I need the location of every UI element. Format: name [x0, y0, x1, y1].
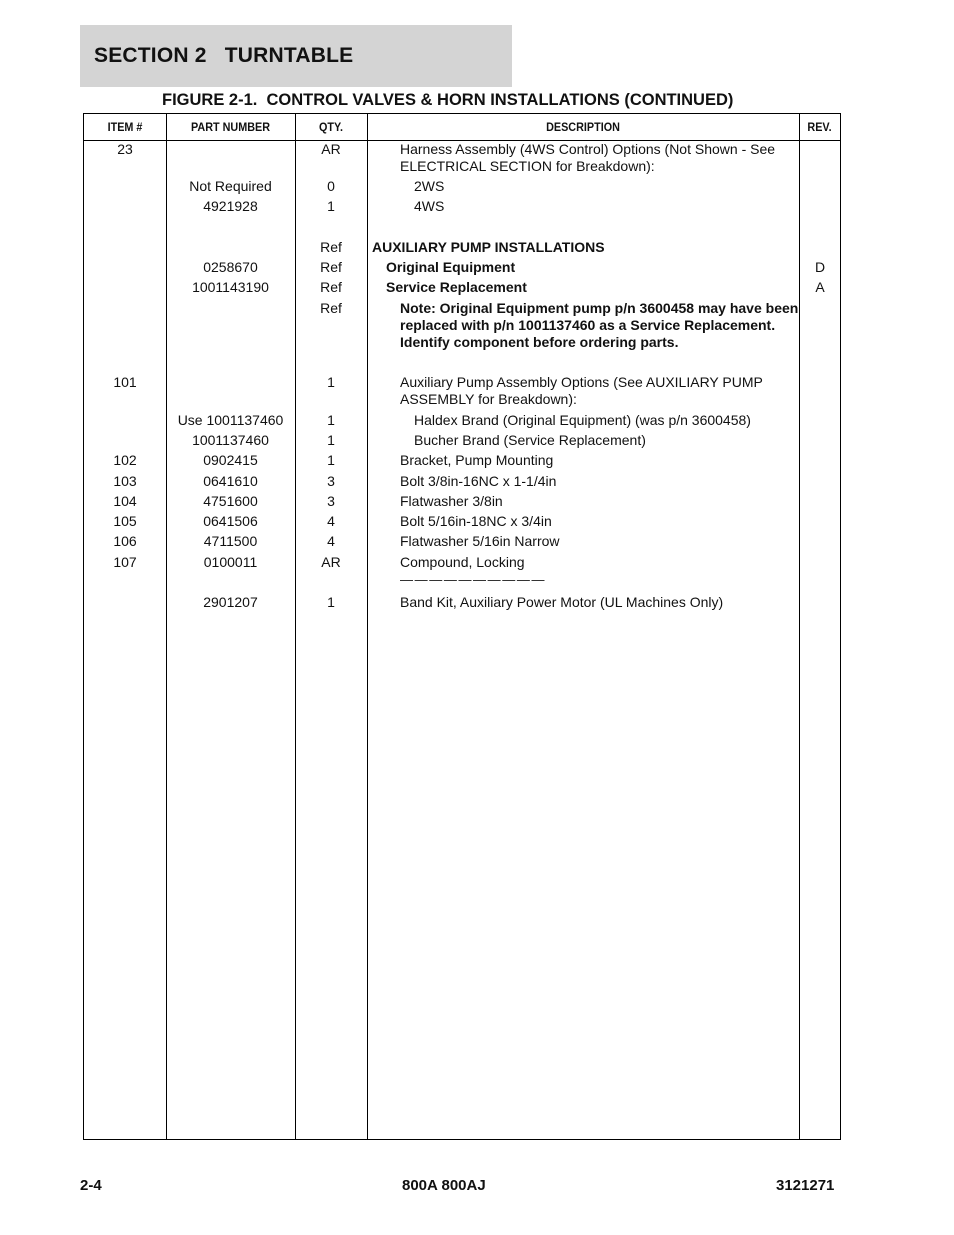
- description: Haldex Brand (Original Equipment) (was p/n 3600458): [414, 412, 751, 428]
- description: Bolt 5/16in-18NC x 3/4in: [400, 513, 552, 529]
- quantity: 1: [327, 374, 335, 390]
- header-qty: QTY.: [318, 120, 343, 134]
- description: Flatwasher 3/8in: [400, 493, 503, 509]
- quantity: AR: [321, 141, 341, 157]
- description: Band Kit, Auxiliary Power Motor (UL Machines Only): [400, 594, 724, 610]
- part-number: 2901207: [203, 594, 258, 610]
- item-number: 23: [117, 141, 133, 157]
- description: Bracket, Pump Mounting: [400, 452, 554, 468]
- manual-number: 3121271: [776, 1177, 835, 1194]
- quantity: Ref: [320, 279, 342, 295]
- separator-line: — — — — — — — — — —: [400, 572, 544, 587]
- part-number: Use 1001137460: [177, 412, 284, 428]
- part-number: 4751600: [203, 493, 258, 509]
- part-number: 0902415: [203, 452, 258, 468]
- part-number: 4711500: [203, 533, 258, 549]
- quantity: 3: [327, 493, 335, 509]
- part-number: 0641506: [203, 513, 258, 529]
- description: Service Replacement: [386, 279, 527, 295]
- quantity: 1: [327, 432, 335, 448]
- quantity: 0: [327, 178, 335, 194]
- description: Auxiliary Pump Assembly Options (See AUXILIARY PUMP ASSEMBLY for Breakdown):: [400, 374, 763, 407]
- parts-table: [83, 113, 841, 1140]
- quantity: 4: [327, 533, 335, 549]
- description: Compound, Locking: [400, 554, 525, 570]
- part-number: 4921928: [203, 198, 258, 214]
- description: Bolt 3/8in-16NC x 1-1/4in: [400, 473, 557, 489]
- item-number: 105: [113, 513, 137, 529]
- header-item: ITEM #: [107, 120, 143, 134]
- item-number: 106: [113, 533, 137, 549]
- description: Flatwasher 5/16in Narrow: [400, 533, 560, 549]
- description: Harness Assembly (4WS Control) Options (Not Shown - See ELECTRICAL SECTION for Breakdown):: [400, 141, 776, 174]
- quantity: AR: [321, 554, 341, 570]
- note-text: Note: Original Equipment pump p/n 3600458 may have been replaced with p/n 1001137460 as a Service Replacement. Identify component before ordering parts.: [400, 300, 799, 350]
- quantity: 4: [327, 513, 335, 529]
- header-rev: REV.: [807, 120, 832, 134]
- quantity: 1: [327, 452, 335, 468]
- model-number: 800A 800AJ: [402, 1177, 486, 1194]
- quantity: Ref: [320, 300, 342, 316]
- revision: D: [814, 259, 826, 275]
- part-number: 1001137460: [192, 432, 269, 448]
- description: 2WS: [414, 178, 445, 194]
- item-number: 104: [113, 493, 137, 509]
- part-number: 0100011: [203, 554, 258, 570]
- item-number: 101: [113, 374, 137, 390]
- item-number: 102: [113, 452, 137, 468]
- quantity: 1: [327, 594, 335, 610]
- header-part-number: PART NUMBER: [190, 120, 271, 134]
- part-number: 0641610: [203, 473, 258, 489]
- section-header: [80, 25, 512, 87]
- quantity: 1: [327, 412, 335, 428]
- description: AUXILIARY PUMP INSTALLATIONS: [372, 239, 605, 255]
- description: 4WS: [414, 198, 445, 214]
- header-description: DESCRIPTION: [546, 120, 620, 134]
- item-number: 107: [113, 554, 137, 570]
- quantity: Ref: [320, 259, 342, 275]
- description: Bucher Brand (Service Replacement): [414, 432, 646, 448]
- part-number: Not Required: [189, 178, 272, 194]
- part-number: 0258670: [203, 259, 258, 275]
- page-number: 2-4: [80, 1177, 102, 1194]
- description: Original Equipment: [386, 259, 516, 275]
- section-title: SECTION 2 TURNTABLE: [94, 44, 354, 67]
- quantity: 3: [327, 473, 335, 489]
- quantity: 1: [327, 198, 335, 214]
- part-number: 1001143190: [192, 279, 269, 295]
- quantity: Ref: [320, 239, 342, 255]
- item-number: 103: [113, 473, 137, 489]
- figure-title: FIGURE 2-1. CONTROL VALVES & HORN INSTALLATIONS (CONTINUED): [162, 91, 734, 109]
- revision: A: [815, 279, 825, 295]
